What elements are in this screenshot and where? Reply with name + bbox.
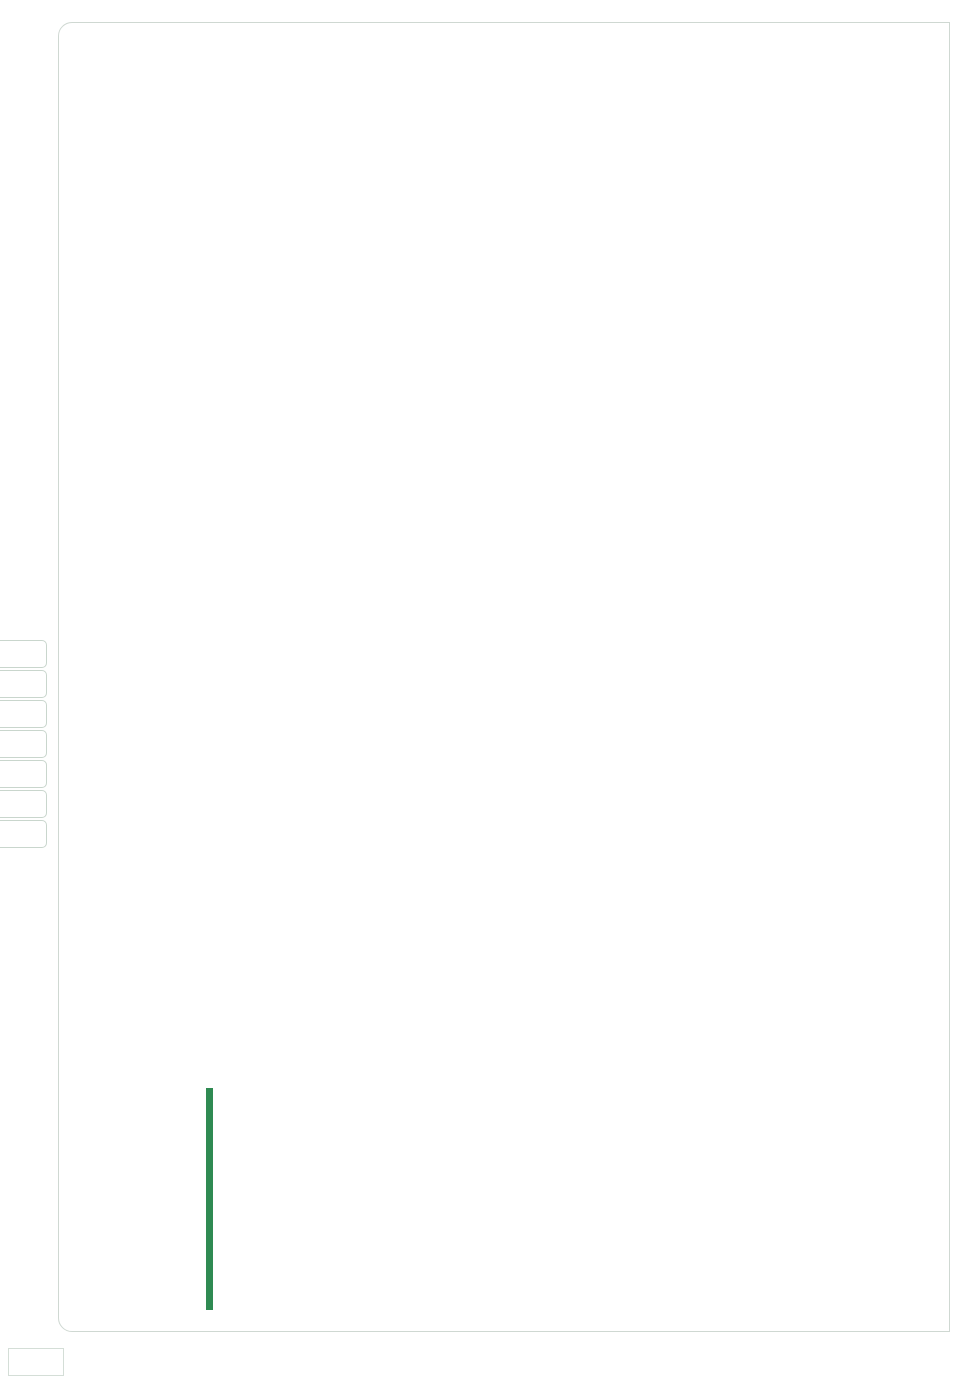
page-edge-decoration: [0, 640, 58, 940]
page-number: [8, 1348, 64, 1376]
profile-green-rule: [206, 1088, 213, 1310]
profile-box: [26, 1068, 208, 1079]
page-border: [58, 22, 950, 1332]
